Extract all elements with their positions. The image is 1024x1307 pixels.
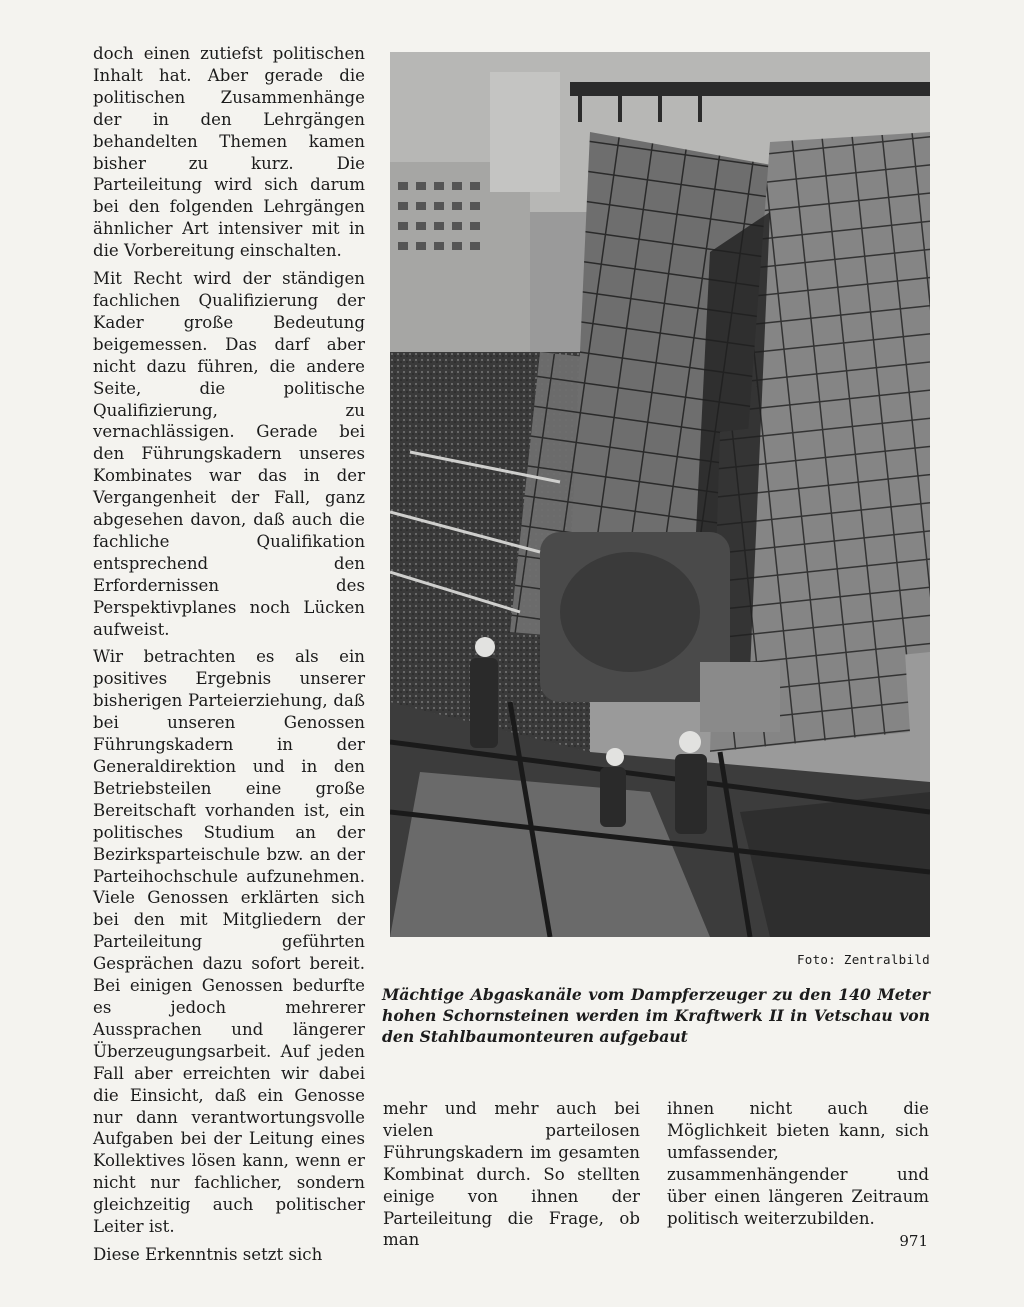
page-number: 971 [899, 1232, 928, 1250]
paragraph: doch einen zutiefst politischen Inhalt hat. Aber gerade die politischen Zusammenhänge der in den Lehrgängen behandelten Themen kamen bisher zu kurz. Die Parteileitung wird sich darum bei den folgenden Lehrgängen ähnlicher Art intensiver mit in die Vorbereitung einschalten. [93, 44, 365, 261]
paragraph: Mit Recht wird der ständigen fachlichen Qualifizierung der Kader große Bedeutung beigemessen. Das darf aber nicht dazu führen, die andere Seite, die politische Qualifizierung, zu vernachlässigen. Gerade bei den Führungskadern unseres Kombinates war das in der Vergangenheit der Fall, ganz abgesehen davon, daß auch die fachliche Qualifikation entsprechend den Erfordernissen des Perspektivplanes noch Lücken aufweist. [93, 269, 365, 639]
photo-illustration [390, 52, 930, 937]
paragraph: ihnen nicht auch die Möglichkeit bieten kann, sich umfassender, zusammenhängender und über einen längeren Zeitraum politisch weiterzubilden. [667, 1099, 929, 1228]
paragraph: Diese Erkenntnis setzt sich [93, 1244, 323, 1264]
left-text-column [93, 43, 365, 1266]
photograph-power-plant-construction [390, 52, 930, 937]
photo-caption: Mächtige Abgaskanäle vom Dampferzeuger zu den 140 Meter hohen Schornsteinen werden im Kraftwerk II in Vetschau von den Stahlbaumonteuren aufgebaut [382, 985, 930, 1046]
paragraph: Wir betrachten es als ein positives Ergebnis unserer bisherigen Parteierziehung, daß bei unseren Genossen Führungskadern in der Generaldirektion und in den Betriebsteilen eine große Bereitschaft vorhanden ist, ein politisches Studium an der Bezirksparteischule bzw. an der Parteihochschule aufzunehmen. Viele Genossen erklärten sich bei den mit Mitgliedern der Parteileitung geführten Gesprächen dazu sofort bereit. Bei einigen Genossen bedurfte es jedoch mehrerer Aussprachen und längerer Überzeugungsarbeit. Auf jeden Fall aber erreichten wir dabei die Einsicht, daß ein Genosse nur dann verantwortungsvolle Aufgaben bei der Leitung eines Kollektives lösen kann, wenn er nicht nur fachlicher, sondern gleichzeitig auch politischer Leiter ist. [93, 647, 365, 1237]
photo-credit: Foto: Zentralbild [796, 952, 930, 967]
paragraph: mehr und mehr auch bei vielen parteilosen Führungskadern im gesamten Kombinat durch. So stellten einige von ihnen der Parteileitung die Frage, ob man [383, 1099, 640, 1250]
right-text-column [667, 1098, 929, 1229]
middle-text-column [383, 1098, 640, 1251]
